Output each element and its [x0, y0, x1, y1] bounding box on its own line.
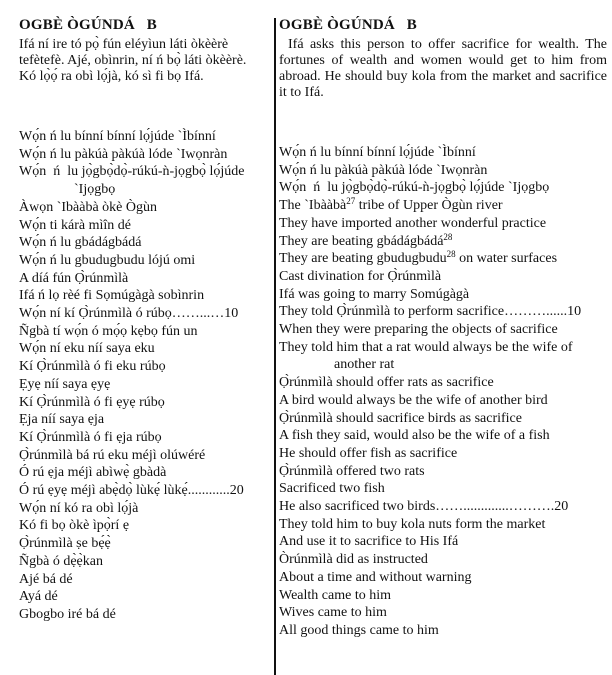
verse-line: Ọ̀rúnmìlà should offer rats as sacrifice — [279, 375, 494, 391]
verse-line: Àwọn `Ibààbà òkè Ògùn — [19, 199, 158, 215]
verse-line: Wọ́n ní kó ra obì lọ́jà — [19, 500, 139, 516]
verse-line: Kí Ọ̀rúnmìlà ó fi ẹja rúbọ — [19, 429, 162, 445]
verse-line: Ajé bá dé — [19, 571, 73, 587]
verse-text: tribe of Upper Ògùn river — [355, 198, 503, 214]
verse-line: Ifá ń lọ rèé fi Sọmúgàgà sobìnrin — [19, 288, 205, 304]
verse-line: Wọ́n ń lu gbudugbudu lójú omi — [19, 252, 196, 268]
verse-line: Ọ̀rúnmìlà should sacrifice birds as sacrifice — [279, 410, 522, 426]
verse-line: Gbogbo iré bá dé — [19, 606, 116, 622]
verse-line: Wọ́n ń lu bínní bínní lọ́júde `Ìbínní — [19, 129, 216, 144]
verse-line: Wealth came to him — [279, 587, 391, 603]
verse-line: Ó rú ẹja méjì abìwẹ̀ gbàdà — [19, 465, 167, 481]
verse-text: They are beating gbádágbádá — [279, 233, 444, 249]
verse-line-continuation: `Ijọgbọ — [74, 182, 116, 198]
english-intro: Ifá asks this person to offer sacrifice for wealth. The fortunes of wealth and women would get to him from abroad. He should buy kola from the market and sacrifice it to Ifá. — [279, 37, 607, 100]
verse-line: Ayá dé — [19, 589, 58, 605]
verse-line: Ñgbà ó dẹ̀ẹ̀kan — [19, 553, 103, 569]
verse-line: He also sacrificed two birds…….............……….20 — [279, 499, 569, 515]
verse-line: Ifá was going to marry Somúgàgà — [279, 286, 470, 302]
verse-line: When they were preparing the objects of sacrifice — [279, 322, 558, 338]
footnote-marker: 28 — [443, 231, 453, 242]
verse-line: Ẹja níí saya ẹja — [19, 412, 105, 428]
verse-line: He should offer fish as sacrifice — [279, 445, 458, 461]
yoruba-intro-line: Ifá ní ire tó pọ̀ fún eléyìun láti òkèèrè — [19, 37, 229, 52]
verse-line: Wọ́n ní eku níí saya eku — [19, 341, 155, 357]
verse-line: Sacrificed two fish — [279, 481, 385, 497]
verse-line: A bird would always be the wife of another bird — [279, 392, 548, 408]
verse-line: Wọ́n ń lu jọ̀gbọ̀dọ̀-rúkú-ǹ-jọgbọ̀ lọ́júde `Ijọgbọ — [279, 180, 550, 196]
verse-line: Wọ́n ń lu gbádágbádá — [19, 235, 142, 251]
verse-line: Ọ̀rúnmìlà bá rú eku méjì olúwéré — [19, 447, 206, 463]
yoruba-intro-line: Kó lọ̀ọ́ ra obì lọ́jà, kó sì fi bọ Ifá. — [19, 69, 204, 84]
verse-line: They told Ọ̀rúnmìlà to perform sacrifice………......10 — [279, 304, 582, 320]
verse-line — [279, 233, 581, 251]
verse-line: Wọ́n ń lu jọ̀gbọ̀dọ̀-rúkú-ǹ-jọgbọ̀ lọ́júde — [19, 164, 245, 180]
verse-line: About a time and without warning — [279, 569, 472, 585]
verse-line: Ñgbà tí wọ́n ó mọ́ọ kẹbọ fún un — [19, 323, 198, 339]
verse-text: on water surfaces — [455, 251, 558, 267]
column-divider — [274, 18, 276, 675]
verse-line — [279, 197, 581, 215]
verse-line: Ọ̀rúnmìlà offered two rats — [279, 463, 425, 479]
yoruba-intro — [19, 37, 271, 85]
verse-line: All good things came to him — [279, 622, 439, 638]
verse-line: Kí Ọ̀rúnmìlà ó fi ẹyẹ rúbọ — [19, 394, 165, 410]
verse-line: A fish they said, would also be the wife of a fish — [279, 428, 550, 444]
verse-line: Ó rú ẹyẹ méjì abẹ̀dọ̀ lùkẹ́ lùkẹ́............20 — [19, 483, 244, 499]
footnote-marker: 28 — [446, 249, 456, 260]
verse-line: A díá fún Ọ̀rúnmìlà — [19, 270, 129, 286]
verse-text: They are beating gbudugbudu — [279, 251, 447, 267]
yoruba-heading: OGBÈ ÒGÚNDÁ B — [19, 17, 158, 33]
verse-text: The `Ibààbà — [279, 198, 347, 214]
verse-line: Wọ́n ń lu bínní bínní lọ́júde `Ìbínní — [279, 145, 476, 160]
verse-line: Ẹyẹ níí saya ẹyẹ — [19, 376, 111, 392]
verse-line: Òrúnmìlà did as instructed — [279, 552, 428, 568]
verse-line: They told him to buy kola nuts form the market — [279, 516, 546, 532]
verse-line: They have imported another wonderful practice — [279, 215, 547, 231]
verse-line-continuation: another rat — [334, 357, 395, 373]
footnote-marker: 27 — [346, 196, 356, 207]
verse-line: Wọ́n ń lu pàkúà pàkúà lóde `Iwọnràn — [279, 162, 488, 178]
yoruba-verse-list — [19, 128, 245, 624]
verse-line: Wives came to him — [279, 605, 387, 621]
verse-line: Ọ̀rúnmìlà ṣe bẹ́ẹ̀ — [19, 536, 111, 552]
verse-line: Cast divination for Ọ̀rúnmìlà — [279, 268, 442, 284]
english-verse-list — [279, 144, 581, 640]
verse-line: Kí Ọ̀rúnmìlà ó fi eku rúbọ — [19, 359, 166, 375]
verse-line — [279, 250, 581, 268]
verse-line: Wọ́n ní kí Ọ̀rúnmìlà ó rúbọ……...…10 — [19, 306, 239, 322]
verse-line: Wọ́n ti kárà mìîn dé — [19, 217, 131, 233]
english-heading: OGBÈ ÒGÚNDÁ B — [279, 17, 418, 33]
verse-line: They told him that a rat would always be the wife of — [279, 339, 573, 355]
verse-line: Kó fi bọ òkè ìpọ̀rí ẹ — [19, 518, 130, 534]
verse-line: Wọ́n ń lu pàkúà pàkúà lóde `Iwọnràn — [19, 146, 228, 162]
verse-line: And use it to sacrifice to His Ifá — [279, 534, 459, 550]
yoruba-intro-line: tefètefè. Ajé, obìnrin, ní ń bọ̀ láti òkèèrè. — [19, 53, 247, 68]
